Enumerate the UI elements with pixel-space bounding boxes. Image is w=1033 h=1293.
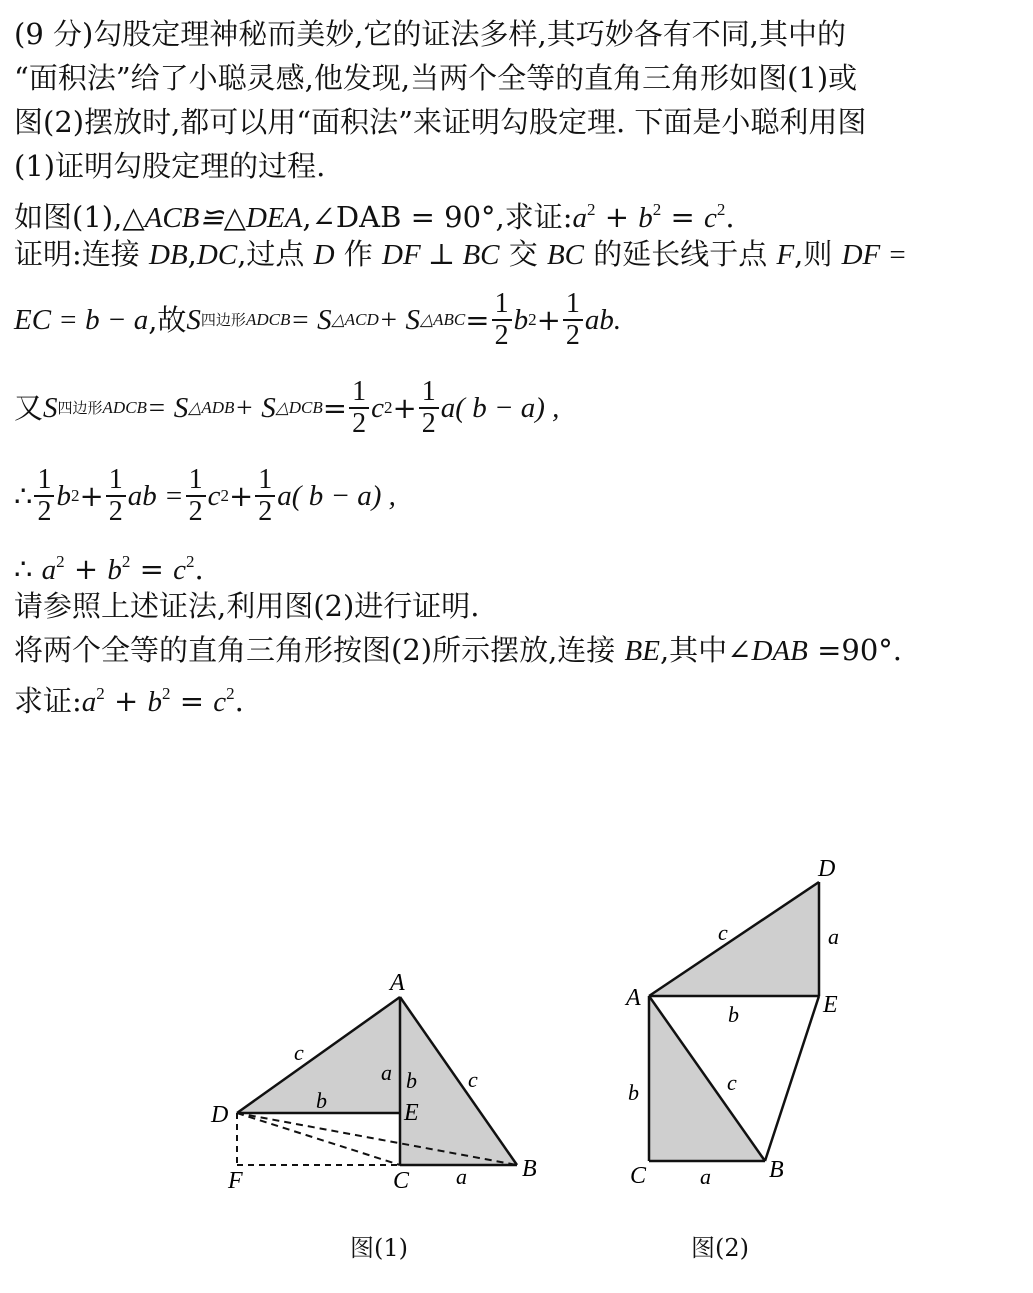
exponent: 2 <box>70 486 80 505</box>
fraction-numerator: 1 <box>255 465 275 497</box>
fraction-denominator: 2 <box>37 496 52 527</box>
angle-statement: ,∠DAB = 90°, <box>302 200 505 234</box>
figure-1 <box>210 970 537 1194</box>
var-b: b <box>56 480 71 512</box>
proof-text: , <box>187 237 197 271</box>
fig2-side-c-diagonal: c <box>727 1070 737 1095</box>
fraction-numerator: 1 <box>34 465 54 497</box>
fraction-denominator: 2 <box>352 408 367 439</box>
fig2-side-b-left: b <box>628 1080 639 1105</box>
var-a: a <box>41 554 57 586</box>
exponent: 2 <box>226 684 235 703</box>
var-c: c <box>173 554 187 586</box>
exponent: 2 <box>121 552 131 571</box>
fig2-label-d: D <box>818 856 836 882</box>
point-f: F <box>776 239 795 271</box>
fig2-label-a: A <box>626 985 641 1011</box>
term-ab: ab. <box>584 304 622 336</box>
var-b: b <box>638 202 653 234</box>
figure-1-caption: 图(1) <box>350 1234 408 1262</box>
fig1-side-c-left: c <box>294 1040 304 1065</box>
fig2-side-c-top: c <box>718 920 728 945</box>
exponent: 2 <box>162 684 171 703</box>
fraction-denominator: 2 <box>421 408 436 439</box>
plus-s: + S <box>234 392 276 424</box>
segment-bc: BC <box>546 239 585 271</box>
equals-sign: = <box>170 684 214 718</box>
fig1-label-b: B <box>522 1156 537 1182</box>
plus-sign: + <box>595 200 639 234</box>
therefore-symbol: ∴ <box>14 479 33 513</box>
fig1-side-b-vertical: b <box>406 1068 417 1093</box>
proof-text: =90°. <box>807 633 902 667</box>
fig2-side-b-middle: b <box>728 1002 739 1027</box>
exponent: 2 <box>587 200 596 219</box>
term-tail: a( b − a) , <box>440 392 560 424</box>
fraction-denominator: 2 <box>565 320 580 351</box>
exponent: 2 <box>528 310 537 329</box>
equals-sign: = <box>661 200 705 234</box>
fig1-side-a-vertical: a <box>381 1060 392 1085</box>
var-b: b <box>147 686 163 718</box>
congruence-statement: △ACB≌△DEA <box>122 202 303 234</box>
equals-s: = S <box>290 304 332 336</box>
equals-sign: = <box>322 391 348 425</box>
point-d: D <box>313 239 335 271</box>
fig1-label-a: A <box>390 970 405 996</box>
var-c: c <box>213 686 227 718</box>
figure-2 <box>624 856 839 1189</box>
proof-text: 交 <box>499 237 547 271</box>
fig2-side-a-right: a <box>828 924 839 949</box>
fraction-numerator: 1 <box>563 289 583 321</box>
fraction-denominator: 2 <box>188 496 203 527</box>
var-a: a <box>572 202 588 234</box>
proof-text: 证明:连接 <box>14 237 149 271</box>
problem-line-4: (1)证明勾股定理的过程. <box>14 149 326 183</box>
fraction-numerator: 1 <box>186 465 206 497</box>
fraction-denominator: 2 <box>494 320 509 351</box>
equals-s: = S <box>146 392 189 424</box>
exponent: 2 <box>383 398 393 417</box>
prove-label: 求证: <box>14 684 82 718</box>
ec-equation: EC = b − a <box>14 304 149 336</box>
term-tail: a( b − a) , <box>277 480 396 512</box>
plus-sign: + <box>104 684 148 718</box>
df-equals: DF = <box>841 239 908 271</box>
fraction-denominator: 2 <box>258 496 273 527</box>
var-b: b <box>107 554 122 586</box>
problem-line-2: “面积法”给了小聪灵感,他发现,当两个全等的直角三角形如图(1)或 <box>14 61 858 95</box>
exponent: 2 <box>220 486 229 505</box>
problem-line-1: (9 分)勾股定理神秘而美妙,它的证法多样,其巧妙各有不同,其中的 <box>14 17 846 51</box>
area-s: S <box>43 392 58 424</box>
subscript-zh: 四边形 <box>200 311 246 329</box>
fraction-numerator: 1 <box>419 377 439 409</box>
exponent: 2 <box>96 684 105 703</box>
proof-text: ,则 <box>794 237 842 271</box>
proof-text: ,其中 <box>659 633 728 667</box>
fraction-numerator: 1 <box>106 465 126 497</box>
fig1-side-c-right: c <box>468 1067 478 1092</box>
proof-text: 的延长线于点 <box>584 237 777 271</box>
fig1-side-a-bottom: a <box>456 1164 467 1189</box>
fig1-side-b-horizontal: b <box>316 1088 327 1113</box>
equals-sign: = <box>130 552 174 586</box>
subscript-dcb: △DCB <box>275 398 323 417</box>
exponent: 2 <box>56 552 65 571</box>
proof-text: 作 <box>334 237 383 271</box>
segment-be <box>765 996 819 1161</box>
therefore-symbol: ∴ <box>14 552 33 586</box>
angle-dab: ∠DAB <box>727 635 808 667</box>
fraction-numerator: 1 <box>492 289 512 321</box>
subscript-abc: △ABC <box>420 310 466 329</box>
period: . <box>725 200 735 234</box>
var-a: a <box>81 686 97 718</box>
var-c: c <box>704 202 717 234</box>
subscript-adb: △ADB <box>188 398 235 417</box>
fig2-label-b: B <box>769 1157 784 1183</box>
fig1-label-c: C <box>393 1168 410 1194</box>
segment-dc: DC <box>196 239 238 271</box>
fig1-label-e: E <box>404 1100 419 1126</box>
plus-sign: + <box>64 552 108 586</box>
period: . <box>194 552 204 586</box>
given-prefix: 如图(1), <box>14 200 123 234</box>
subscript-adcb: ADCB <box>102 398 147 417</box>
problem-line-7: EC = b − a ,故 S 四边形ADCB = S △ACD + S △ABC = $\frac{1}{2}$ b 2 + $\frac{1}{2}$ ab. <box>14 288 622 351</box>
segment-db: DB <box>149 239 188 271</box>
var-c: c <box>371 392 384 424</box>
plus-s: + S <box>378 304 421 336</box>
problem-line-3: 图(2)摆放时,都可以用“面积法”来证明勾股定理. 下面是小聪利用图 <box>14 105 867 139</box>
period: . <box>234 684 244 718</box>
equals-sign: = <box>465 303 490 337</box>
proof-text: 将两个全等的直角三角形按图(2)所示摆放,连接 <box>14 633 625 667</box>
subscript-adcb: ADCB <box>245 310 291 329</box>
exponent: 2 <box>186 552 195 571</box>
fraction-denominator: 2 <box>108 496 123 527</box>
fraction-numerator: 1 <box>349 377 369 409</box>
fig1-label-f: F <box>228 1168 243 1194</box>
fig2-side-a-bottom: a <box>700 1164 711 1189</box>
exponent: 2 <box>716 200 726 219</box>
prove-label: 求证: <box>504 200 573 234</box>
perpendicular-df-bc: DF ⊥ BC <box>382 239 500 271</box>
fig2-label-e: E <box>823 992 838 1018</box>
proof-text: 又 <box>14 391 44 425</box>
segment-dc-dashed <box>237 1113 400 1165</box>
subscript-zh: 四边形 <box>57 399 103 417</box>
area-s: S <box>186 304 201 336</box>
problem-line-11: 请参照上述证法,利用图(2)进行证明. <box>14 589 480 623</box>
segment-be: BE <box>624 635 660 667</box>
var-b: b <box>513 304 529 336</box>
problem-line-9: ∴ $\frac{1}{2}$ b 2 + $\frac{1}{2}$ ab = $\frac{1}{2}$ c 2 + $\frac{1}{2}$ a( b − a) , <box>14 464 396 527</box>
fig1-label-d: D <box>211 1102 229 1128</box>
problem-line-8: 又 S 四边形ADCB = S △ADB + S △DCB = $\frac{1}{2}$ c 2 + $\frac{1}{2}$ a( b − a) , <box>14 376 560 439</box>
term-ab: ab = <box>127 480 184 512</box>
proof-text: ,故 <box>148 303 187 337</box>
fig2-label-c: C <box>630 1163 647 1189</box>
proof-text: ,过点 <box>237 237 314 271</box>
figure-2-caption: 图(2) <box>691 1234 749 1262</box>
exponent: 2 <box>652 200 662 219</box>
subscript-acd: △ACD <box>331 310 379 329</box>
var-c: c <box>207 480 221 512</box>
